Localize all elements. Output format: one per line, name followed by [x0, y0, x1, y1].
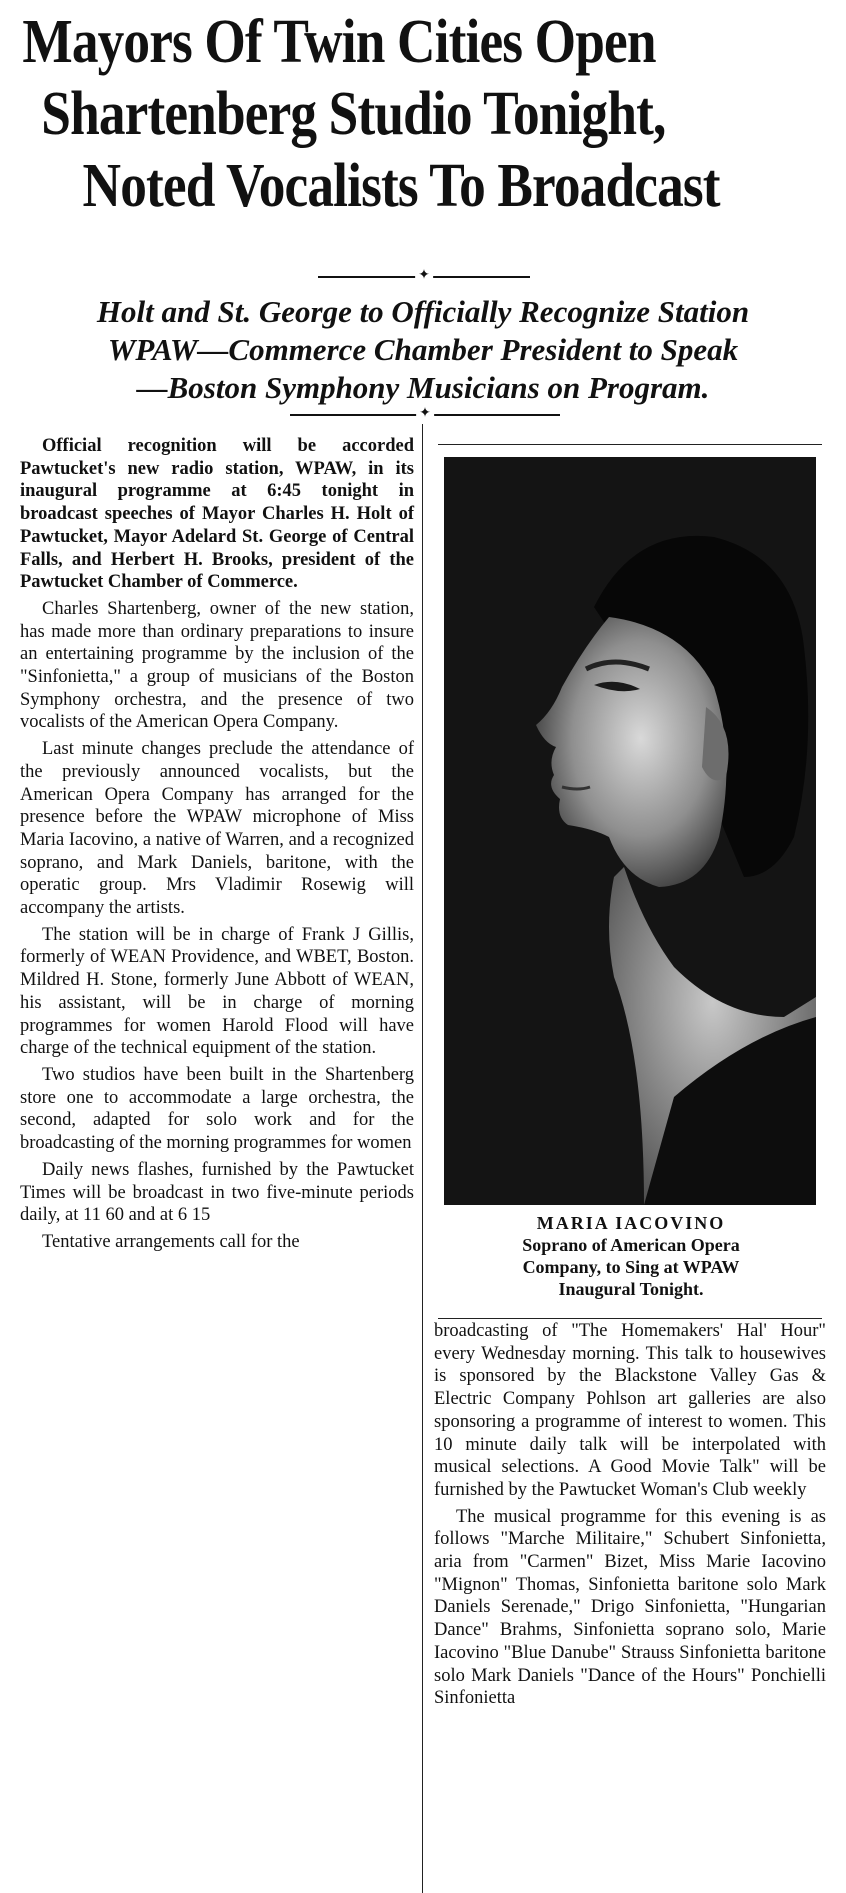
caption-line-1: Soprano of American Opera — [522, 1235, 740, 1255]
left-column — [20, 435, 414, 1254]
article-paragraph: The musical programme for this evening is as follows "Marche Militaire," Schubert Sinfonietta, aria from "Carmen" Bizet, Miss Marie Iacovino "Mignon" Thomas, Sinfonietta baritone solo Mark Daniels Serenade," Drigo Sinfonietta, "Hungarian Dance" Brahms, Sinfonietta soprano solo, Marie Iacovino "Blue Danube" Strauss Sinfonietta baritone solo Mark Daniels "Dance of the Hours" Ponchielli Sinfonietta — [434, 1506, 826, 1709]
right-column — [434, 1320, 826, 1710]
deck-line-1: Holt and St. George to Officially Recognize Station — [96, 294, 750, 329]
article-paragraph: broadcasting of "The Homemakers' Hal' Hour" every Wednesday morning. This talk to housewives is sponsored by the Blackstone Valley Gas & Electric Company Pohlson art galleries are also sponsoring a programme of interest to women. This 10 minute daily talk will be interpolated with musical selections. A Good Movie Talk" will be furnished by the Pawtucket Woman's Club weekly — [434, 1321, 826, 1500]
article-paragraph: Charles Shartenberg, owner of the new station, has made more than ordinary preparations to insure an entertaining programme by the inclusion of the "Sinfonietta," a group of musicians of the Boston Symphony orchestra, and the presence of two vocalists of the American Opera Company. — [20, 598, 414, 733]
headline-line-3: Noted Vocalists To Broadcast — [82, 152, 720, 220]
photo-top-rule — [438, 444, 822, 445]
deck-line-3: —Boston Symphony Musicians on Program. — [136, 370, 710, 405]
photo-caption — [446, 1212, 816, 1300]
subheadline-deck — [0, 293, 846, 407]
ornamental-rule-bottom: ✦ — [290, 408, 560, 420]
article-paragraph: The station will be in charge of Frank J Gillis, formerly of WEAN Providence, and WBET, Boston. Mildred H. Stone, formerly June Abbott of WEAN, his assistant, will be in charge of morning programmes for women Harold Flood will have charge of the technical equipment of the station. — [20, 924, 414, 1059]
article-paragraph: Daily news flashes, furnished by the Pawtucket Times will be broadcast in two five-minute periods daily, at 11 60 and at 6 15 — [20, 1159, 414, 1226]
article-paragraph: Two studios have been built in the Shartenberg store one to accommodate a large orchestra, the second, adapted for solo work and for the broadcasting of the morning programmes for women — [20, 1064, 414, 1154]
deck-line-2: WPAW—Commerce Chamber President to Speak — [107, 332, 739, 367]
caption-line-2: Company, to Sing at WPAW — [522, 1257, 740, 1277]
ornamental-rule-top: ✦ — [318, 270, 530, 282]
article-paragraph: Official recognition will be accorded Pawtucket's new radio station, WPAW, in its inaugural programme at 6:45 tonight in broadcast speeches of Mayor Charles H. Holt of Pawtucket, Mayor Adelard St. George of Central Falls, and Herbert H. Brooks, president of the Pawtucket Chamber of Commerce. — [20, 436, 414, 593]
caption-bottom-rule — [438, 1318, 822, 1319]
portrait-photo — [444, 457, 816, 1205]
headline-line-2: Shartenberg Studio Tonight, — [41, 80, 666, 148]
article-paragraph: Last minute changes preclude the attendance of the previously announced vocalists, but the American Opera Company has arranged for the presence before the WPAW microphone of Miss Maria Iacovino, a native of Warren, and a recognized soprano, and Mark Daniels, baritone, with the operatic group. Mrs Vladimir Rosewig will accompany the artists. — [20, 739, 414, 919]
caption-line-3: Inaugural Tonight. — [558, 1279, 704, 1299]
article-paragraph: Tentative arrangements call for the — [42, 1231, 300, 1252]
headline — [0, 6, 728, 222]
portrait-image — [444, 457, 816, 1205]
caption-name: MARIA IACOVINO — [536, 1213, 726, 1233]
column-divider — [422, 424, 423, 1893]
headline-line-1: Mayors Of Twin Cities Open — [22, 8, 656, 76]
